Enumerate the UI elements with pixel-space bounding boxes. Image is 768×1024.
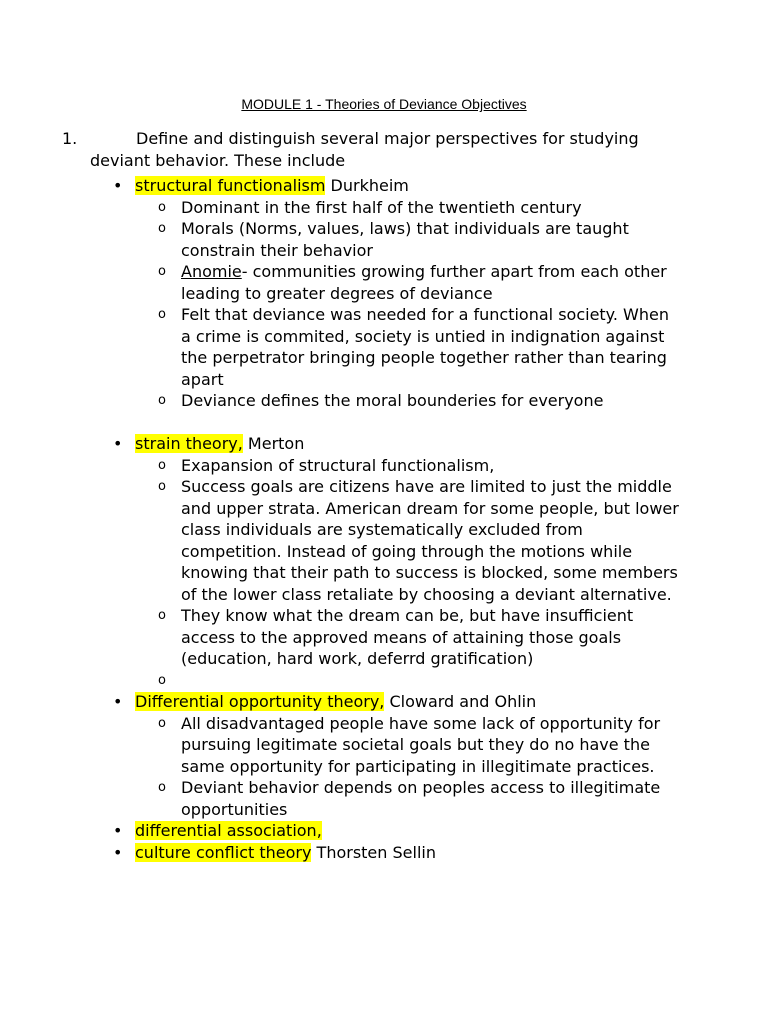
point-text (181, 261, 681, 304)
list-item (0, 476, 768, 605)
perspective-label: differential association, (135, 821, 322, 840)
perspective-label: Differential opportunity theory, (135, 692, 385, 711)
perspective-differential-opportunity (0, 691, 768, 820)
point-text: Deviance defines the moral bounderies for everyone (181, 391, 604, 410)
perspective-theorist: Merton (242, 434, 305, 453)
perspective-heading (135, 842, 695, 864)
perspective-heading (135, 175, 695, 197)
bullet-marker: • (113, 434, 123, 453)
perspective-heading (135, 820, 695, 842)
list-item (0, 261, 768, 304)
list-item (0, 390, 768, 412)
sub-marker: o (158, 672, 166, 688)
point-term: Anomie (181, 262, 242, 281)
perspective-theorist: Thorsten Sellin (311, 842, 436, 862)
point-definition: - communities growing further apart from each other leading to greater degrees of deviance (181, 262, 667, 303)
point-text: Exapansion of structural functionalism, (181, 455, 495, 475)
perspective-structural-functionalism (0, 175, 768, 412)
point-text (181, 670, 681, 692)
perspective-strain-theory (0, 433, 768, 691)
sub-marker: o (158, 457, 166, 473)
list-item (0, 605, 768, 670)
perspective-heading (135, 691, 695, 713)
point-text: Deviant behavior depends on peoples access to illegitimate opportunities (181, 778, 661, 819)
bullet-marker: • (113, 842, 123, 862)
sub-marker: o (158, 393, 166, 408)
perspective-differential-association (0, 820, 768, 842)
sub-marker: o (158, 307, 166, 322)
list-item (0, 777, 768, 820)
item-number: 1. (62, 129, 78, 148)
bullet-marker: • (113, 821, 123, 840)
bullet-marker: • (113, 176, 123, 195)
point-text: Dominant in the first half of the twentieth century (181, 197, 582, 217)
point-text: Felt that deviance was needed for a functional society. When a crime is commited, society is untied in indignation against the perpetrator bringing people together rather than tearing apart (181, 305, 669, 389)
spacer (0, 412, 768, 434)
sub-marker: o (158, 199, 166, 215)
sub-marker: o (158, 780, 166, 795)
perspective-culture-conflict (0, 842, 768, 864)
bullet-marker: • (113, 692, 123, 711)
perspective-list (0, 175, 768, 863)
perspective-label: structural functionalism (135, 176, 326, 195)
perspective-heading (135, 433, 695, 455)
point-text: Morals (Norms, values, laws) that individuals are taught constrain their behavior (181, 219, 629, 260)
point-text: They know what the dream can be, but have insufficient access to the approved means of attaining those goals (education, hard work, deferrd gratification) (181, 606, 634, 668)
sub-marker: o (158, 608, 166, 623)
sub-marker: o (158, 264, 166, 279)
perspective-theorist: Cloward and Ohlin (384, 692, 537, 711)
perspective-label: culture conflict theory (135, 842, 312, 862)
list-item (0, 455, 768, 477)
list-item-empty (0, 670, 768, 692)
list-item (0, 304, 768, 390)
list-item (0, 218, 768, 261)
page-title: MODULE 1 - Theories of Deviance Objectives (241, 96, 527, 112)
item-intro: Define and distinguish several major perspectives for studying deviant behavior. These include (90, 129, 639, 170)
list-item (0, 713, 768, 778)
point-text: All disadvantaged people have some lack of opportunity for pursuing legitimate societal goals but they do no have the same opportunity for participating in illegitimate practices. (181, 713, 661, 776)
perspective-theorist: Durkheim (325, 176, 409, 195)
point-text: Success goals are citizens have are limited to just the middle and upper strata. American dream for some people, but lower class individuals are systematically excluded from competition. Instead of going through the motions while knowing that their path to success is blocked, some members of the lower class retaliate by choosing a deviant alternative. (181, 477, 679, 604)
list-item (0, 197, 768, 219)
sub-marker: o (158, 479, 166, 494)
perspective-label: strain theory, (135, 434, 243, 453)
sub-marker: o (158, 715, 166, 731)
sub-marker: o (158, 221, 166, 236)
